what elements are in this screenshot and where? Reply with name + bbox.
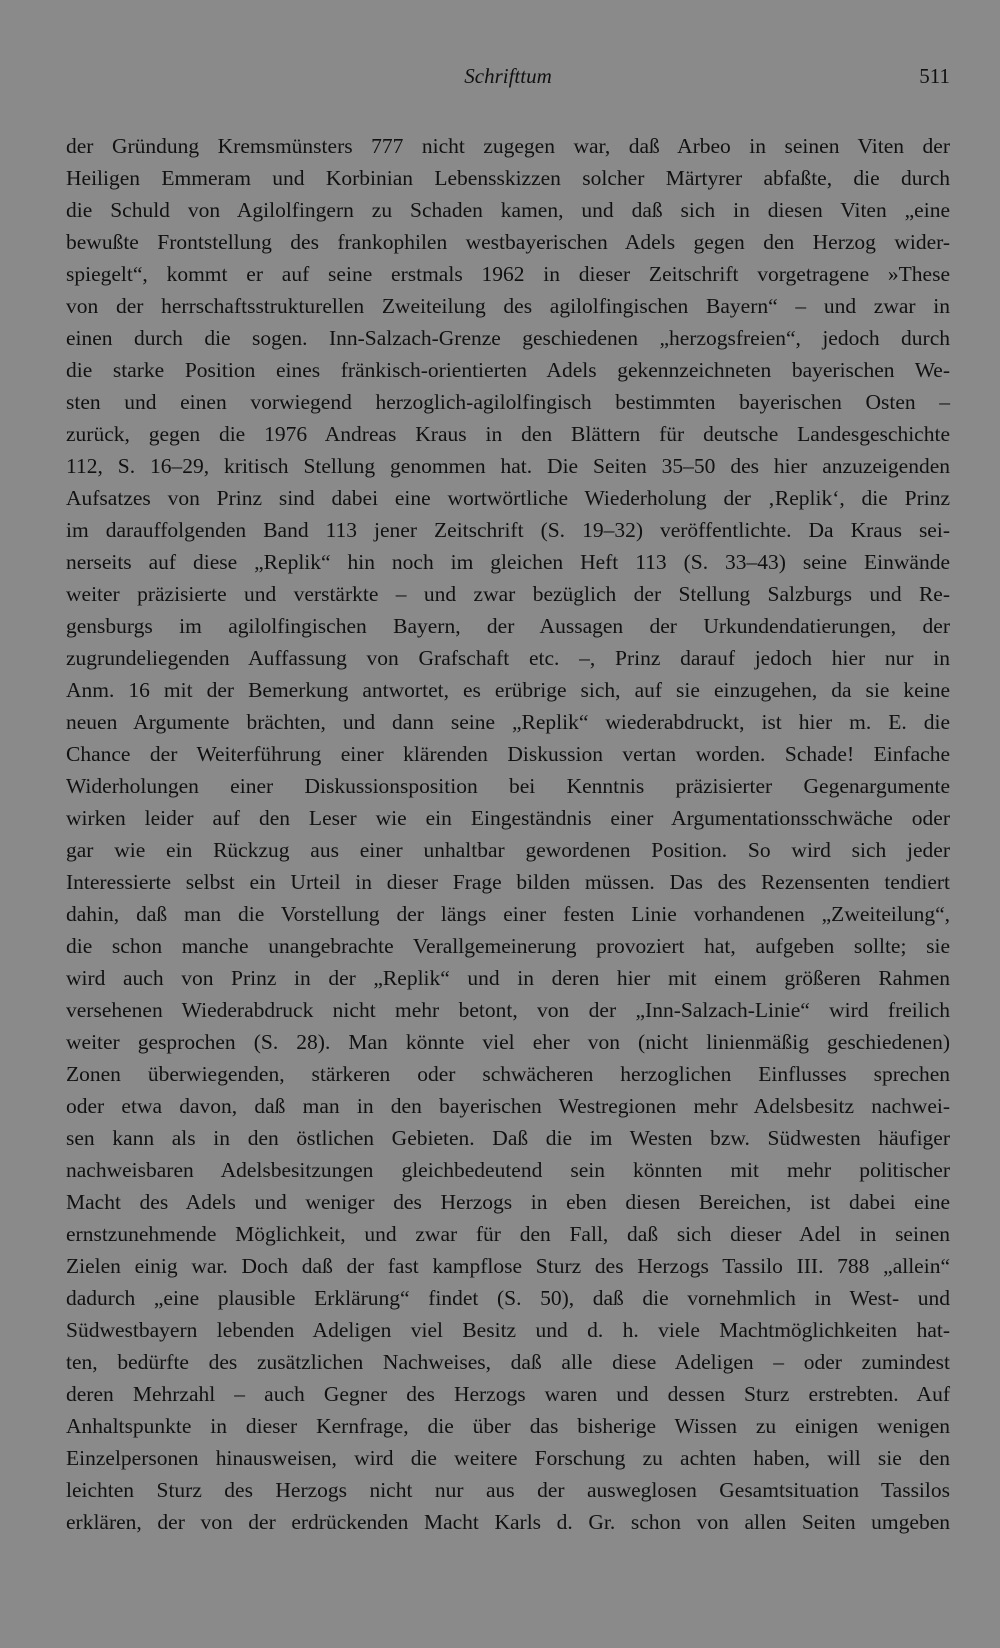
text-line: oder etwa davon, daß man in den bayerischen Westregionen mehr Adelsbesitz nachwei- [66, 1094, 950, 1118]
page-number: 511 [919, 64, 950, 88]
text-line: Zielen einig war. Doch daß der fast kampflose Sturz des Herzogs Tassilo III. 788 „allein“ [66, 1254, 950, 1278]
text-line: Zonen überwiegenden, stärkeren oder schwächeren herzoglichen Einflusses sprechen [66, 1062, 950, 1086]
text-line: spiegelt“, kommt er auf seine erstmals 1962 in dieser Zeitschrift vorgetragene »These [66, 262, 950, 286]
text-line: 112, S. 16–29, kritisch Stellung genommen hat. Die Seiten 35–50 des hier anzuzeigenden [66, 454, 950, 478]
text-line: Widerholungen einer Diskussionsposition bei Kenntnis präzisierter Gegenargumente [66, 774, 950, 798]
text-line: weiter präzisierte und verstärkte – und zwar bezüglich der Stellung Salzburgs und Re- [66, 582, 950, 606]
text-line: die Schuld von Agilolfingern zu Schaden kamen, und daß sich in diesen Viten „eine [66, 198, 950, 222]
text-line: sten und einen vorwiegend herzoglich-agilolfingisch bestimmten bayerischen Osten – [66, 390, 950, 414]
text-line: Aufsatzes von Prinz sind dabei eine wortwörtliche Wiederholung der ‚Replik‘, die Prinz [66, 486, 950, 510]
text-line: Südwestbayern lebenden Adeligen viel Besitz und d. h. viele Machtmöglichkeiten hat- [66, 1318, 950, 1342]
text-line: einen durch die sogen. Inn-Salzach-Grenze geschiedenen „herzogsfreien“, jedoch durch [66, 326, 950, 350]
text-line: versehenen Wiederabdruck nicht mehr betont, von der „Inn-Salzach-Linie“ wird freilich [66, 998, 950, 1022]
text-line: die schon manche unangebrachte Verallgemeinerung provoziert hat, aufgeben sollte; sie [66, 934, 950, 958]
text-line: deren Mehrzahl – auch Gegner des Herzogs waren und dessen Sturz erstrebten. Auf [66, 1382, 950, 1406]
page-header [66, 60, 950, 96]
text-line: Heiligen Emmeram und Korbinian Lebensskizzen solcher Märtyrer abfaßte, die durch [66, 166, 950, 190]
text-line: gar wie ein Rückzug aus einer unhaltbar gewordenen Position. So wird sich jeder [66, 838, 950, 862]
text-line: Macht des Adels und weniger des Herzogs in eben diesen Bereichen, ist dabei eine [66, 1190, 950, 1214]
text-line: der Gründung Kremsmünsters 777 nicht zugegen war, daß Arbeo in seinen Viten der [66, 134, 950, 158]
text-line: ten, bedürfte des zusätzlichen Nachweises, daß alle diese Adeligen – oder zumindest [66, 1350, 950, 1374]
text-line: neuen Argumente brächten, und dann seine „Replik“ wiederabdruckt, ist hier m. E. die [66, 710, 950, 734]
text-line: wirken leider auf den Leser wie ein Eingeständnis einer Argumentationsschwäche oder [66, 806, 950, 830]
text-line: leichten Sturz des Herzogs nicht nur aus der ausweglosen Gesamtsituation Tassilos [66, 1478, 950, 1502]
running-title: Schrifttum [464, 64, 552, 88]
text-line: Chance der Weiterführung einer klärenden Diskussion vertan worden. Schade! Einfache [66, 742, 950, 766]
text-line: nachweisbaren Adelsbesitzungen gleichbedeutend sein könnten mit mehr politischer [66, 1158, 950, 1182]
text-line: weiter gesprochen (S. 28). Man könnte viel eher von (nicht linienmäßig geschiedenen) [66, 1030, 950, 1054]
text-line: Interessierte selbst ein Urteil in dieser Frage bilden müssen. Das des Rezensenten tendiert [66, 870, 950, 894]
text-line: Anhaltspunkte in dieser Kernfrage, die über das bisherige Wissen zu einigen wenigen [66, 1414, 950, 1438]
text-line: ernstzunehmende Möglichkeit, und zwar für den Fall, daß sich dieser Adel in seinen [66, 1222, 950, 1246]
text-line: Einzelpersonen hinausweisen, wird die weitere Forschung zu achten haben, will sie den [66, 1446, 950, 1470]
text-line: dadurch „eine plausible Erklärung“ findet (S. 50), daß die vornehmlich in West- und [66, 1286, 950, 1310]
text-line: nerseits auf diese „Replik“ hin noch im gleichen Heft 113 (S. 33–43) seine Einwände [66, 550, 950, 574]
text-line: erklären, der von der erdrückenden Macht Karls d. Gr. schon von allen Seiten umgeben [66, 1510, 950, 1534]
text-line: zugrundeliegenden Auffassung von Grafschaft etc. –, Prinz darauf jedoch hier nur in [66, 646, 950, 670]
text-line: die starke Position eines fränkisch-orientierten Adels gekennzeichneten bayerischen We- [66, 358, 950, 382]
body-text [66, 130, 950, 1538]
text-line: sen kann als in den östlichen Gebieten. Daß die im Westen bzw. Südwesten häufiger [66, 1126, 950, 1150]
text-line: bewußte Frontstellung des frankophilen westbayerischen Adels gegen den Herzog wider- [66, 230, 950, 254]
text-line: von der herrschaftsstrukturellen Zweiteilung des agilolfingischen Bayern“ – und zwar in [66, 294, 950, 318]
text-line: wird auch von Prinz in der „Replik“ und in deren hier mit einem größeren Rahmen [66, 966, 950, 990]
text-line: Anm. 16 mit der Bemerkung antwortet, es erübrige sich, auf sie einzugehen, da sie keine [66, 678, 950, 702]
text-line: dahin, daß man die Vorstellung der längs einer festen Linie vorhandenen „Zweiteilung“, [66, 902, 950, 926]
text-line: im darauffolgenden Band 113 jener Zeitschrift (S. 19–32) veröffentlichte. Da Kraus sei- [66, 518, 950, 542]
text-line: gensburgs im agilolfingischen Bayern, der Aussagen der Urkundendatierungen, der [66, 614, 950, 638]
text-line: zurück, gegen die 1976 Andreas Kraus in den Blättern für deutsche Landesgeschichte [66, 422, 950, 446]
